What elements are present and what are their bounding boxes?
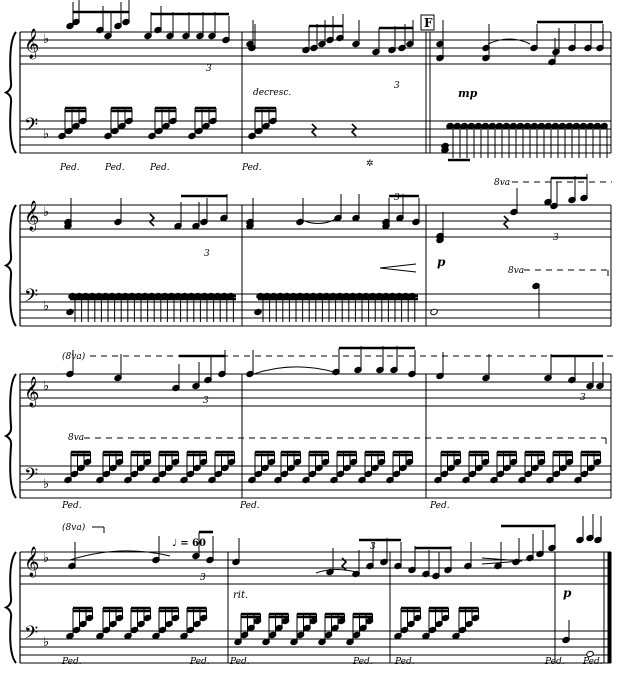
ottava-label-2: 8va (508, 266, 525, 276)
ottava-label-3: (8va) (62, 352, 86, 362)
note-head (66, 308, 74, 315)
triplet-label: 3 (553, 233, 559, 243)
key-flat-3t: ♭ (43, 379, 50, 394)
bass-clef-1: 𝄢 (24, 115, 39, 140)
key-flat-1t: ♭ (43, 32, 50, 47)
pedal-mark: Ped. (62, 501, 82, 511)
key-flat-4b: ♭ (43, 635, 50, 650)
brace (6, 205, 16, 326)
note-heads (58, 0, 608, 658)
treble-clef-4: 𝄞 (24, 547, 40, 577)
brace (6, 32, 16, 153)
rehearsal-mark: F (424, 16, 433, 30)
pedal-mark: Ped. (62, 657, 82, 667)
pedal-mark: Ped. (545, 657, 565, 667)
pedal-mark: Ped. (190, 657, 210, 667)
hairpin-decresc (380, 264, 416, 272)
pedal-mark: Ped. (230, 657, 250, 667)
clefs (24, 28, 39, 648)
triplet-label: 3 (370, 542, 376, 552)
pedal-mark: Ped. (60, 163, 80, 173)
triplet-label: 3 (204, 249, 210, 259)
key-flat-4t: ♭ (43, 551, 50, 566)
dynamic-p-2: p (563, 586, 572, 600)
tempo-marking: ♩ = 60 (172, 538, 206, 549)
bass-clef-2: 𝄢 (24, 286, 39, 311)
slur (248, 367, 334, 376)
dynamic-mp: mp (458, 87, 478, 100)
key-flat-1b: ♭ (43, 127, 50, 142)
decresc-marking: decresc. (253, 88, 292, 98)
treble-clef-1: 𝄞 (24, 29, 40, 59)
pedal-mark: Ped. (430, 501, 450, 511)
dynamic-p-1: p (437, 255, 446, 269)
pedal-mark: Ped. (150, 163, 170, 173)
treble-clef-3: 𝄞 (24, 377, 40, 407)
pedal-mark: Ped. (240, 501, 260, 511)
pedal-mark: Ped. (105, 163, 125, 173)
triplet-label: 3 (206, 64, 212, 74)
rest (312, 124, 316, 136)
key-flat-2t: ♭ (43, 205, 50, 220)
triplet-label: 3 (203, 396, 209, 406)
pedal-mark: Ped. (242, 163, 262, 173)
rest (352, 124, 356, 136)
key-signatures (43, 32, 49, 650)
rest (150, 214, 154, 226)
ottava-label-4: 8va (68, 433, 85, 443)
ottava-label-1: 8va (494, 178, 511, 188)
note-head (254, 308, 262, 315)
pedal-mark: Ped. (583, 657, 603, 667)
pedal-mark: Ped. (353, 657, 373, 667)
bass-clef-3: 𝄢 (24, 465, 39, 490)
treble-clef-2: 𝄞 (24, 201, 40, 231)
rest (504, 216, 508, 228)
pedal-mark: Ped. (395, 657, 415, 667)
ottava-label-5: (8va) (62, 523, 86, 533)
key-flat-3b: ♭ (43, 477, 50, 492)
pedal-release: ✲ (366, 159, 374, 169)
brace (6, 552, 16, 663)
pedal-markings (59, 159, 603, 667)
brace (6, 374, 16, 498)
triplet-label: 3 (394, 193, 400, 203)
triplet-label: 3 (394, 81, 400, 91)
triplet-label: 3 (580, 393, 586, 403)
triplet-label: 3 (200, 573, 206, 583)
rit-marking: rit. (233, 590, 249, 601)
bass-clef-4: 𝄢 (24, 623, 39, 648)
key-flat-2b: ♭ (43, 299, 50, 314)
note-head (430, 308, 438, 315)
